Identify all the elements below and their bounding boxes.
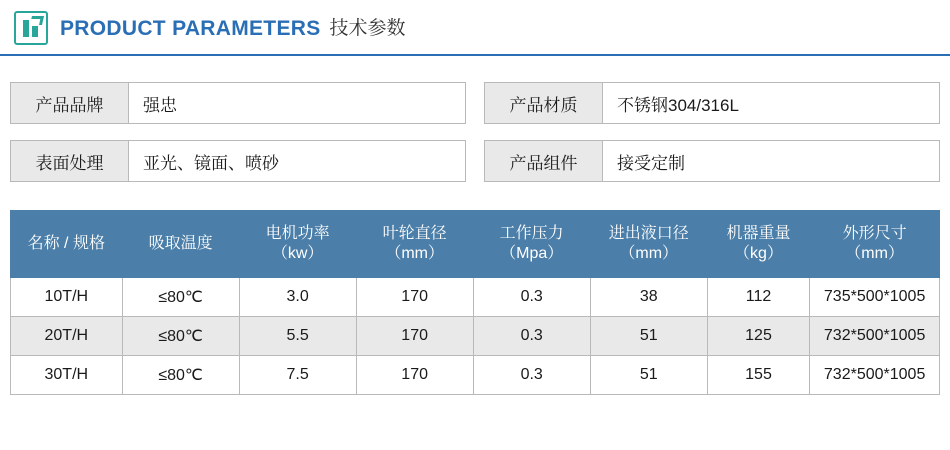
spec-value: 接受定制 [603, 141, 939, 181]
spec-value: 强忠 [129, 83, 465, 123]
header-unit: （mm） [845, 245, 904, 262]
header-unit: （kg） [734, 245, 783, 262]
spec-item-material [484, 82, 940, 124]
table-row [11, 356, 940, 395]
table-cell: 20T/H [11, 317, 123, 356]
page-title-cn: 技术参数 [329, 17, 406, 39]
table-head [11, 211, 940, 278]
header-main: 名称 / 规格 [27, 235, 105, 252]
logo-bar-left [23, 20, 29, 37]
company-logo-icon [14, 11, 48, 45]
table-cell: 7.5 [239, 356, 356, 395]
table-cell: 51 [590, 317, 707, 356]
table-cell: 732*500*1005 [810, 317, 940, 356]
header-divider [0, 54, 950, 56]
table-cell: 170 [356, 317, 473, 356]
logo-bar-right [32, 26, 38, 37]
header-unit: （Mpa） [500, 245, 564, 262]
header-main: 机器重量 [726, 225, 791, 242]
table-cell: ≤80℃ [122, 317, 239, 356]
page-header [0, 0, 950, 56]
spec-item-surface-treatment [10, 140, 466, 182]
table-row [11, 278, 940, 317]
spec-label: 表面处理 [11, 141, 129, 181]
spec-label: 产品材质 [485, 83, 603, 123]
table-header-cell [707, 211, 810, 278]
table-cell: 170 [356, 356, 473, 395]
table-cell: ≤80℃ [122, 356, 239, 395]
table-cell: 3.0 [239, 278, 356, 317]
parameter-table [10, 210, 940, 395]
table-cell: 735*500*1005 [810, 278, 940, 317]
table-cell: 51 [590, 356, 707, 395]
header-main: 吸取温度 [148, 235, 213, 252]
header-main: 叶轮直径 [382, 225, 447, 242]
table-cell: 112 [707, 278, 810, 317]
spec-label: 产品组件 [485, 141, 603, 181]
table-cell: 0.3 [473, 356, 590, 395]
header-unit: （kw） [271, 245, 324, 262]
table-cell: 155 [707, 356, 810, 395]
table-header-cell [239, 211, 356, 278]
table-header-cell [473, 211, 590, 278]
logo-corner-tick [30, 16, 44, 25]
table-cell: ≤80℃ [122, 278, 239, 317]
spec-value: 不锈钢304/316L [603, 83, 939, 123]
table-header-cell [11, 211, 123, 278]
header-main: 外形尺寸 [842, 225, 907, 242]
spec-value: 亚光、镜面、喷砂 [129, 141, 465, 181]
table-header-cell [122, 211, 239, 278]
header-main: 进出液口径 [608, 225, 689, 242]
table-cell: 38 [590, 278, 707, 317]
table-cell: 0.3 [473, 278, 590, 317]
header-unit: （mm） [619, 245, 679, 262]
table-cell: 732*500*1005 [810, 356, 940, 395]
table-body [11, 278, 940, 395]
table-cell: 125 [707, 317, 810, 356]
table-cell: 170 [356, 278, 473, 317]
table-header-row [11, 211, 940, 278]
table-row [11, 317, 940, 356]
spec-row [10, 140, 940, 182]
table-cell: 10T/H [11, 278, 123, 317]
table-header-cell [356, 211, 473, 278]
header-main: 电机功率 [265, 225, 330, 242]
header-main: 工作压力 [499, 225, 564, 242]
header-unit: （mm） [385, 245, 444, 262]
table-cell: 5.5 [239, 317, 356, 356]
spec-item-brand [10, 82, 466, 124]
table-header-cell [590, 211, 707, 278]
spec-item-components [484, 140, 940, 182]
parameter-table-wrap [0, 198, 950, 395]
spec-section [0, 56, 950, 182]
spec-row [10, 82, 940, 124]
table-cell: 30T/H [11, 356, 123, 395]
page-title-en: PRODUCT PARAMETERS [60, 16, 321, 40]
table-header-cell [810, 211, 940, 278]
table-cell: 0.3 [473, 317, 590, 356]
spec-label: 产品品牌 [11, 83, 129, 123]
